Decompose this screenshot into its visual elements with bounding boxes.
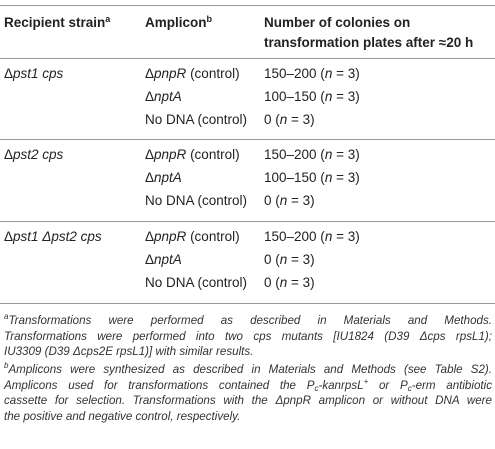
footnote-marker-a: a xyxy=(105,14,111,24)
footnote-marker-b: b xyxy=(206,14,213,24)
amplicon-cell: ΔnptA xyxy=(145,89,182,104)
colonies-cell: 0 (n = 3) xyxy=(264,275,315,290)
amplicon-cell: ΔnptA xyxy=(145,252,182,267)
amplicon-cell: ΔpnpR (control) xyxy=(145,147,240,162)
amplicon-cell: No DNA (control) xyxy=(145,112,248,127)
amplicon-cell: ΔnptA xyxy=(145,170,182,185)
colonies-cell: 0 (n = 3) xyxy=(264,193,315,208)
top-rule xyxy=(0,5,495,6)
header-colonies-line2: transformation plates after ≈20 h xyxy=(264,35,474,50)
header-amplicon: Amplicon$^b$ xyxy=(145,14,213,30)
footnote-b-line3: cassette for selection. Transformations with the ΔpnpR amplicon or without DNA were xyxy=(4,394,492,408)
footnote-b xyxy=(4,362,492,424)
header-colonies xyxy=(264,13,473,53)
colonies-cell: 100–150 (n = 3) xyxy=(264,170,360,185)
footnote-b-line4: the positive and negative control, respectively. xyxy=(4,409,241,423)
colonies-cell: 100–150 (n = 3) xyxy=(264,89,360,104)
bottom-rule xyxy=(0,303,495,304)
header-recipient-strain: Recipient strain$^a$ xyxy=(4,14,111,30)
header-colonies-line1: Number of colonies on xyxy=(264,15,411,30)
amplicon-cell: ΔpnpR (control) xyxy=(145,229,240,244)
header-rule xyxy=(0,58,495,59)
colonies-cell: 0 (n = 3) xyxy=(264,112,315,127)
colonies-cell: 150–200 (n = 3) xyxy=(264,66,360,81)
colonies-cell: 0 (n = 3) xyxy=(264,252,315,267)
amplicon-cell: No DNA (control) xyxy=(145,193,248,208)
footnote-a-line3: IU3309 (D39 Δcps2E rpsL1)] with similar results. xyxy=(4,345,254,359)
group-rule xyxy=(0,139,495,140)
strain-cell: Δpst1 Δpst2 cps xyxy=(4,229,102,244)
colonies-cell: 150–200 (n = 3) xyxy=(264,229,360,244)
group-rule xyxy=(0,221,495,222)
amplicon-cell: ΔpnpR (control) xyxy=(145,66,240,81)
footnote-a-line2: Transformations were performed into two cps mutants [IU1824 (D39 Δcps rpsL1); xyxy=(4,329,492,343)
footnote-a xyxy=(4,313,492,360)
footnote-b-line2: Amplicons used for transformations contained the $P_c-kanrpsL^+$ or $P_c$-erm antibiotic xyxy=(4,376,492,393)
amplicon-cell: No DNA (control) xyxy=(145,275,248,290)
strain-cell: Δpst1 cps xyxy=(4,66,64,81)
strain-cell: Δpst2 cps xyxy=(4,147,64,162)
footnote-b-line1: $^b$Amplicons were synthesized as described in Materials and Methods (see Table S2). xyxy=(4,361,492,376)
footnote-a-line1: $^a$Transformations were performed as described in Materials and Methods. xyxy=(4,312,492,327)
colonies-cell: 150–200 (n = 3) xyxy=(264,147,360,162)
